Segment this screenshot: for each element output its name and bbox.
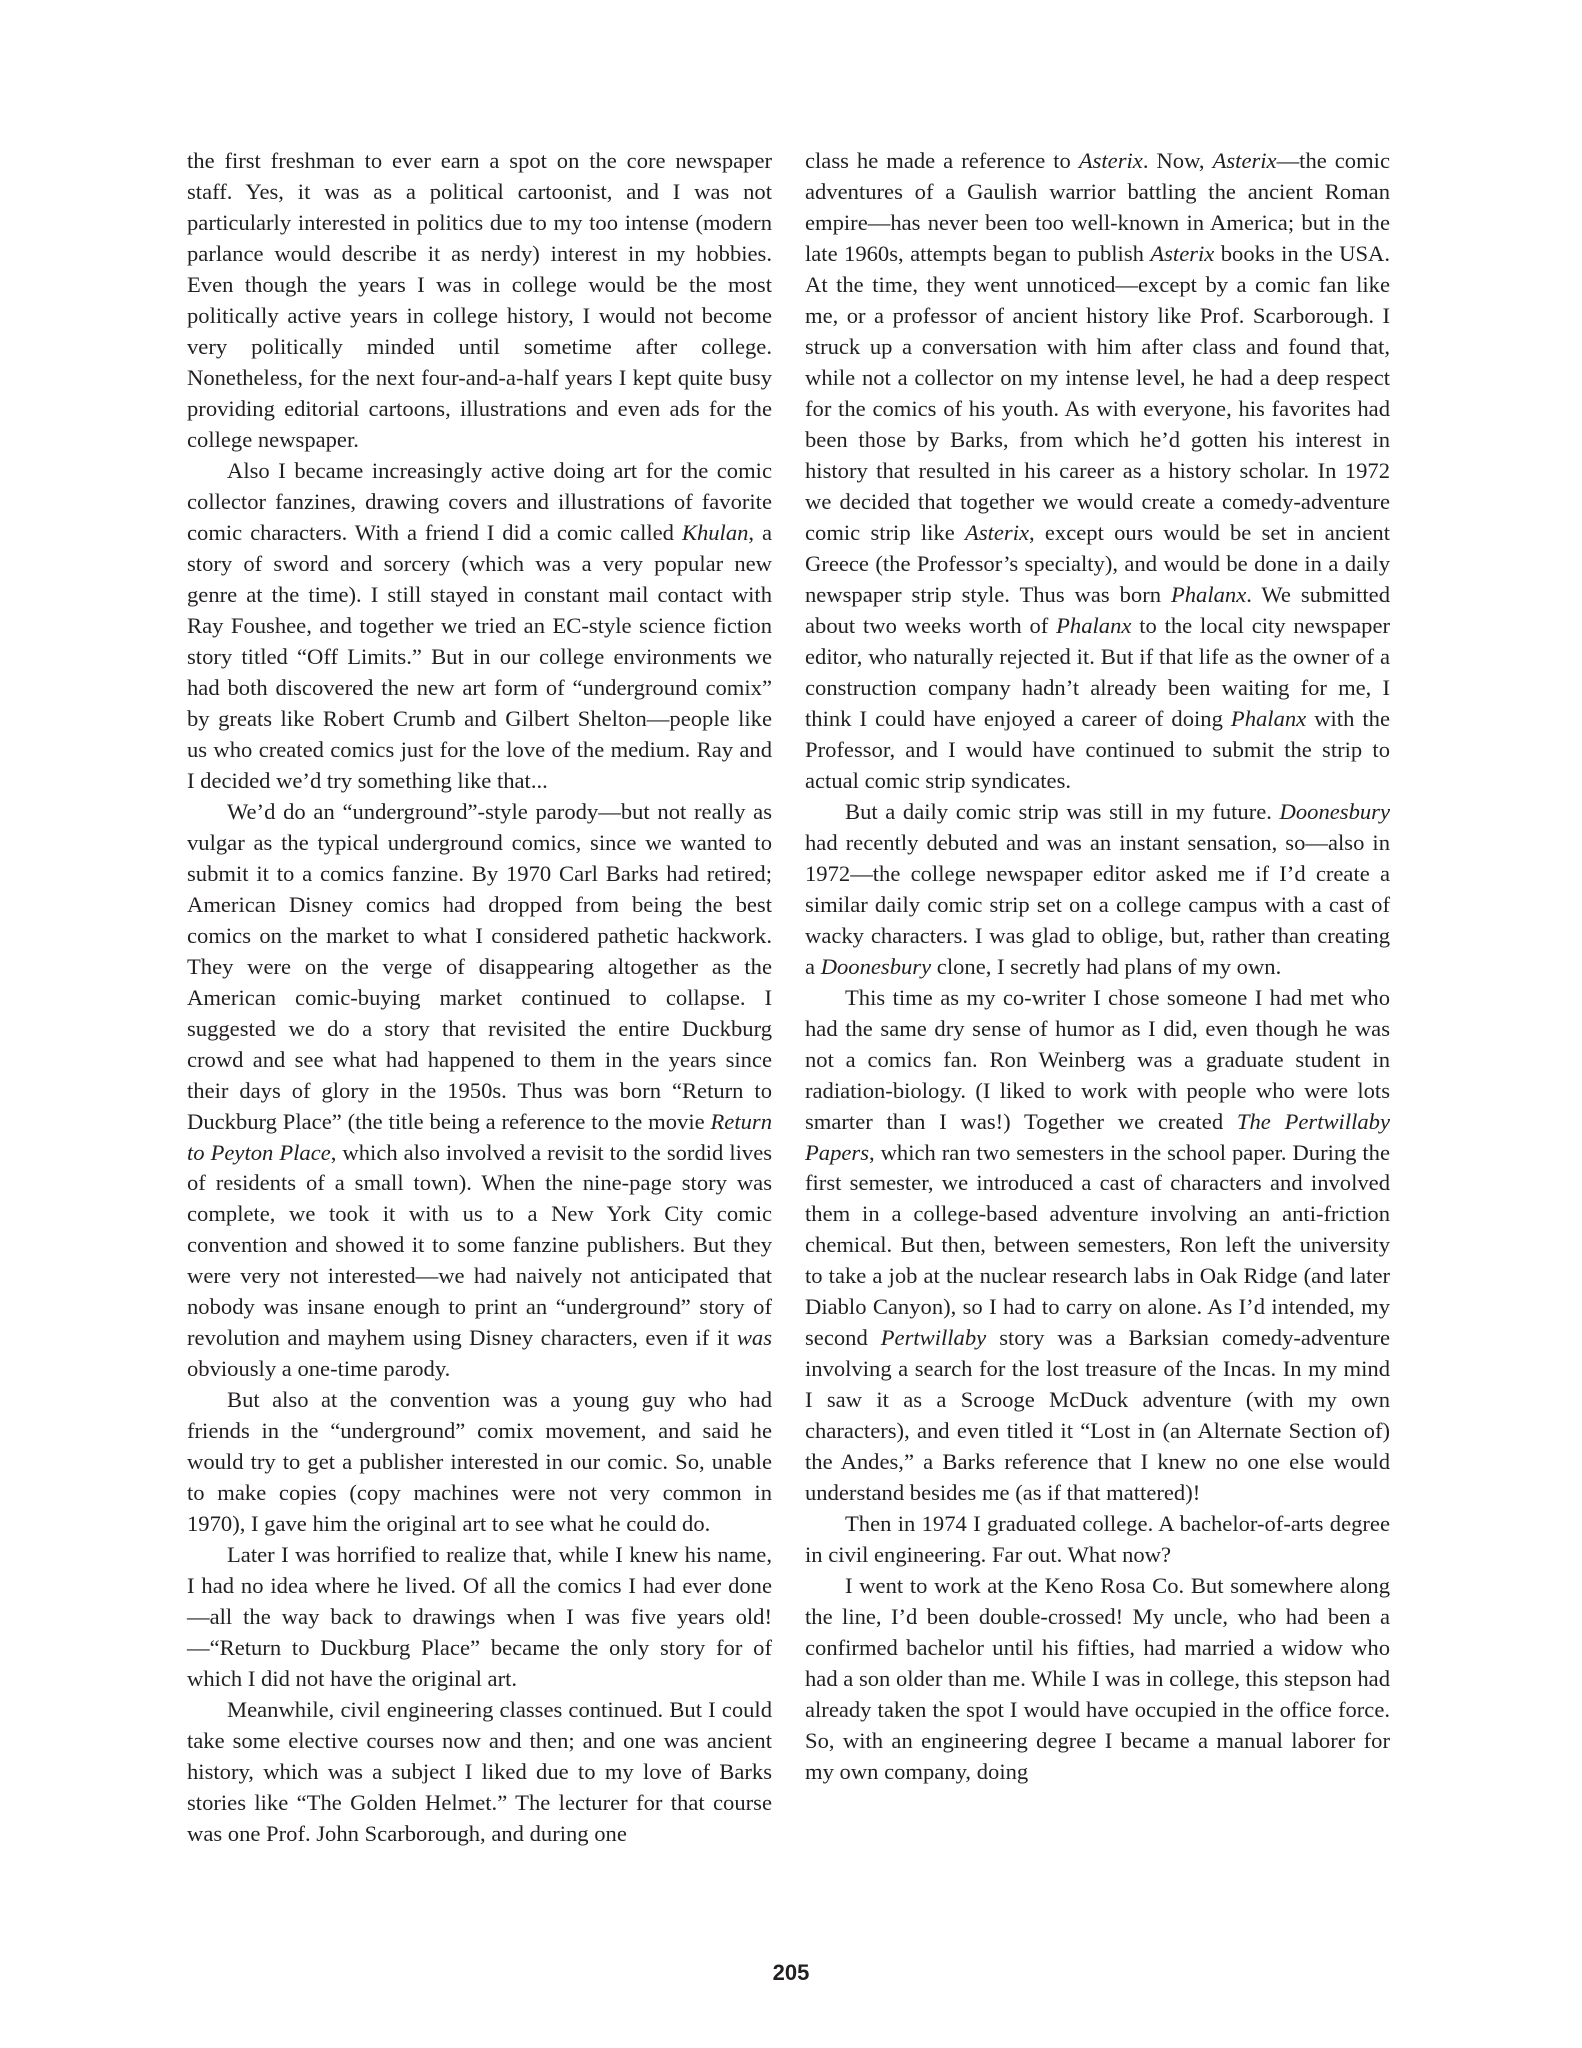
- paragraph: [805, 146, 1390, 797]
- text-run: , a story of sword and sorcery (which was a very popular new genre at the time). I still stayed in constant mail contact with Ray Foushee, and together we tried an EC-style science fiction story titled “Off Limits.” But in our college environments we had both discovered the new art form of “underground comix” by greats like Robert Crumb and Gilbert Shelton—people like us who created comics just for the love of the medium. Ray and I decided we’d try something like that...: [187, 519, 773, 793]
- italic-title: Pertwillaby: [880, 1325, 987, 1351]
- text-run: Also I became increasingly active doing art for the comic collector fanzines, drawing covers and illustrations of favorite comic characters. With a friend I did a comic called: [187, 457, 772, 545]
- paragraph: [187, 456, 772, 797]
- left-column: [187, 146, 772, 1850]
- italic-title: Doonesbury: [820, 953, 932, 979]
- italic-title: Asterix: [1212, 148, 1277, 173]
- text-run: Then in 1974 I graduated college. A bachelor-of-arts degree in civil engineering. Far out. What now?: [805, 1511, 1390, 1568]
- paragraph: [187, 1385, 772, 1540]
- text-run: This time as my co-writer I chose someone I had met who had the same dry sense of humor as I did, even though he was not a comics fan. Ron Weinberg was a graduate student in radiation-biology. (I liked to work with people who were lots smarter than I was!) Together we created: [805, 984, 1390, 1134]
- text-run: . We submitted about two weeks worth of: [805, 581, 1390, 638]
- italic-title: Khulan: [681, 519, 749, 545]
- italic-title: Phalanx: [1230, 705, 1307, 731]
- italic-title: Doonesbury: [1279, 798, 1390, 824]
- text-run: I went to work at the Keno Rosa Co. But somewhere along the line, I’d been double-crossed! My uncle, who had been a confirmed bachelor until his fifties, had married a widow who had a son older than me. While I was in college, this stepson had already taken the spot I would have occupied in the office force. So, with an engineering degree I became a manual laborer for my own company, doing: [805, 1573, 1390, 1785]
- text-run: But also at the convention was a young guy who had friends in the “underground” comix movement, and said he would try to get a publisher interested in our comic. So, unable to make copies (copy machines were not very common in 1970), I gave him the original art to see what he could do.: [187, 1387, 772, 1537]
- paragraph: [805, 983, 1390, 1510]
- right-column: [805, 146, 1390, 1788]
- text-run: to the local city newspaper editor, who naturally rejected it. But if that life as the owner of a construction company hadn’t already been waiting for me, I think I could have enjoyed a career of doing: [805, 612, 1390, 731]
- italic-title: Phalanx: [1056, 612, 1132, 638]
- paragraph: [805, 1509, 1390, 1571]
- paragraph: [187, 1695, 772, 1850]
- text-run: had recently debuted and was an instant sensation, so—also in 1972—the college newspaper editor asked me if I’d create a similar daily comic strip set on a college campus with a cast of wacky characters. I was glad to oblige, but, rather than creating a: [805, 829, 1390, 979]
- italic-title: Phalanx: [1170, 581, 1247, 607]
- italic-title: Asterix: [1150, 240, 1215, 266]
- text-run: clone, I secretly had plans of my own.: [931, 953, 1282, 979]
- paragraph: [187, 146, 772, 456]
- text-run: story was a Barksian comedy-adventure involving a search for the lost treasure of the Incas. In my mind I saw it as a Scrooge McDuck adventure (with my own characters), and even titled it “Lost in (an Alternate Section of) the Andes,” a Barks reference that I knew no one else would understand besides me (as if that mattered)!: [805, 1325, 1390, 1506]
- text-run: , which ran two semesters in the school paper. During the first semester, we introduced a cast of characters and involved them in a college-based adventure involving an anti-friction chemical. But then, between semesters, Ron left the university to take a job at the nuclear research labs in Oak Ridge (and later Diablo Canyon), so I had to carry on alone. As I’d intended, my second: [805, 1139, 1390, 1351]
- page-number: 205: [772, 1960, 810, 1985]
- italic-title: Return to Peyton Place: [187, 1108, 772, 1165]
- text-run: We’d do an “underground”-style parody—but not really as vulgar as the typical underground comics, since we wanted to submit it to a comics fanzine. By 1970 Carl Barks had retired; American Disney comics had dropped from being the best comics on the market to what I considered pathetic hackwork. They were on the verge of disappearing altogether as the American comic-buying market continued to collapse. I suggested we do a story that revisited the entire Duckburg crowd and see what had happened to them in the years since their days of glory in the 1950s. Thus was born “Return to Duckburg Place” (the title being a reference to the movie: [187, 798, 772, 1134]
- text-run: obviously a one-time parody.: [187, 1356, 451, 1382]
- paragraph: [187, 797, 772, 1386]
- text-run: the first freshman to ever earn a spot on the core newspaper staff. Yes, it was as a political cartoonist, and I was not particularly interested in politics due to my too intense (modern parlance would describe it as nerdy) interest in my hobbies. Even though the years I was in college would be the most politically active years in college history, I would not become very politically minded until sometime after college. Nonetheless, for the next four-and-a-half years I kept quite busy providing editorial cartoons, illustrations and even ads for the college newspaper.: [187, 148, 772, 452]
- text-run: Later I was horrified to realize that, while I knew his name, I had no idea where he lived. Of all the comics I had ever done—all the way back to drawings when I was five years old!—“Return to Duckburg Place” became the only story for of which I did not have the original art.: [187, 1542, 772, 1692]
- text-run: But a daily comic strip was still in my future.: [845, 798, 1280, 824]
- paragraph: [805, 1571, 1390, 1788]
- text-run: . Now,: [1142, 148, 1213, 173]
- italic-title: The Pertwillaby Papers: [805, 1108, 1390, 1165]
- italic-title: Asterix: [1078, 148, 1143, 173]
- paragraph: [805, 797, 1390, 983]
- text-run: Meanwhile, civil engineering classes continued. But I could take some elective courses now and then; and one was ancient history, which was a subject I liked due to my love of Barks stories like “The Golden Helmet.” The lecturer for that course was one Prof. John Scarborough, and during one: [187, 1697, 772, 1847]
- text-run: , which also involved a revisit to the sordid lives of residents of a small town). When the nine-page story was complete, we took it with us to a New York City comic convention and showed it to some fanzine publishers. But they were very not interested—we had naively not anticipated that nobody was insane enough to print an “underground” story of revolution and mayhem using Disney characters, even if it: [187, 1139, 773, 1351]
- text-run: with the Professor, and I would have continued to submit the strip to actual comic strip syndicates.: [805, 705, 1390, 793]
- text-run: class he made a reference to: [805, 148, 1079, 173]
- italic-title: was: [736, 1325, 772, 1351]
- paragraph: [187, 1540, 772, 1695]
- text-run: , except ours would be set in ancient Greece (the Professor’s specialty), and would be done in a daily newspaper strip style. Thus was born: [805, 519, 1390, 607]
- italic-title: Asterix: [965, 519, 1030, 545]
- text-run: books in the USA. At the time, they went unnoticed—except by a comic fan like me, or a professor of ancient history like Prof. Scarborough. I struck up a conversation with him after class and found that, while not a collector on my intense level, he had a deep respect for the comics of his youth. As with everyone, his favorites had been those by Barks, from which he’d gotten his interest in history that resulted in his career as a history scholar. In 1972 we decided that together we would create a comedy-adventure comic strip like: [805, 240, 1390, 545]
- text-run: —the comic adventures of a Gaulish warrior battling the ancient Roman empire—has never been too well-known in America; but in the late 1960s, attempts began to publish: [805, 148, 1390, 266]
